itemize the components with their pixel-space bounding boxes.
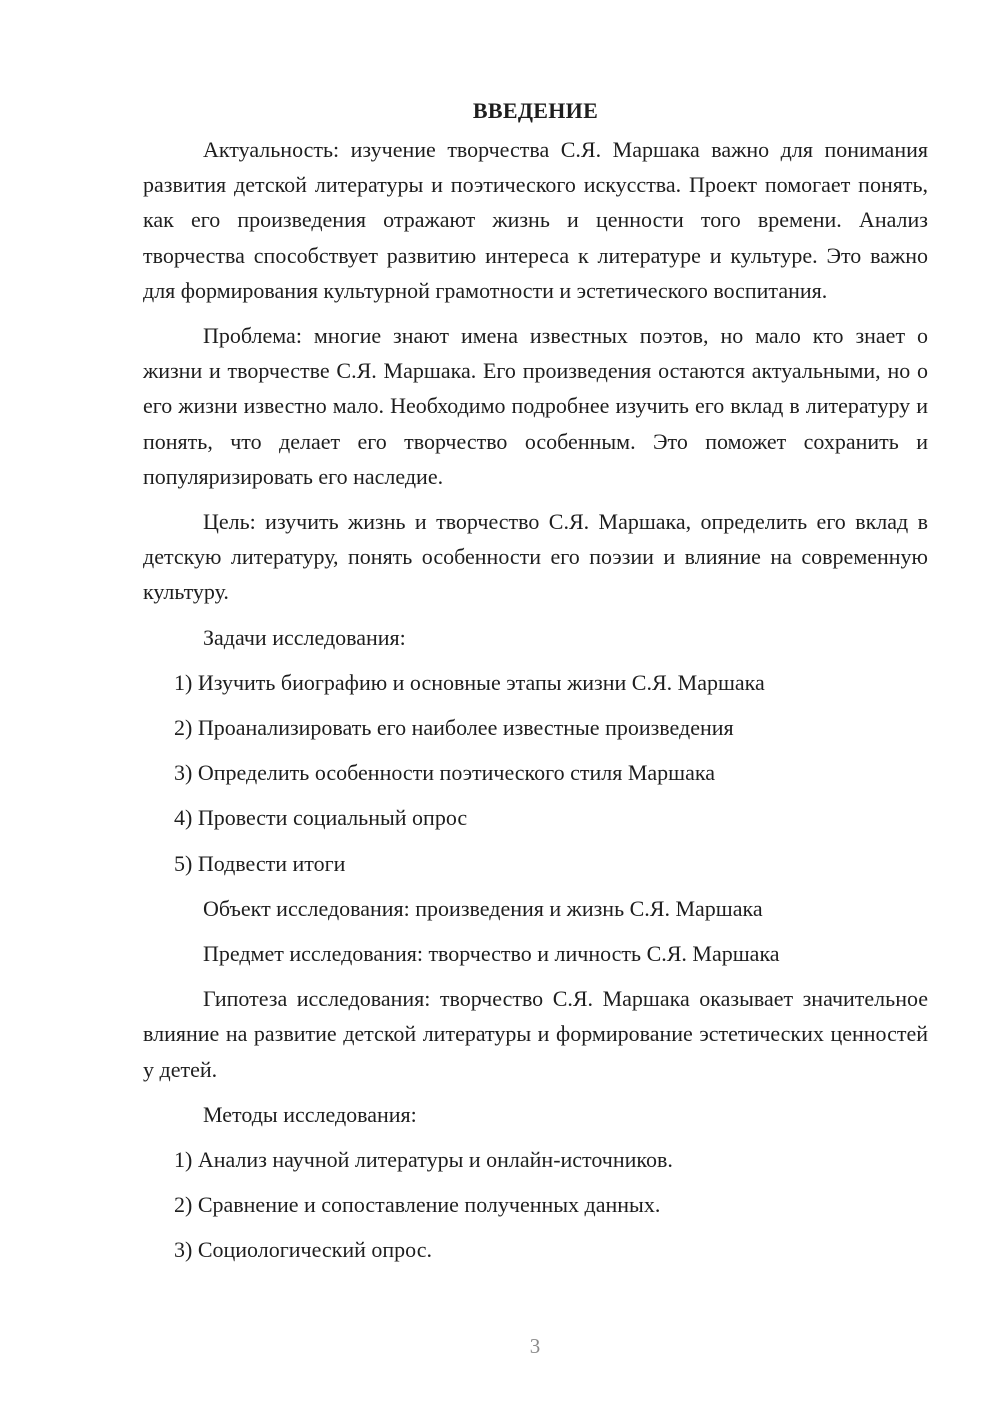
list-item: 3) Определить особенности поэтического стиля Маршака <box>174 760 716 786</box>
document-page <box>143 96 928 1278</box>
page-number: 3 <box>529 1334 541 1358</box>
object-paragraph: Объект исследования: произведения и жизнь С.Я. Маршака <box>203 895 763 921</box>
list-item: 1) Изучить биографию и основные этапы жизни С.Я. Маршака <box>174 669 765 695</box>
list-item: 4) Провести социальный опрос <box>174 805 468 831</box>
list-item: 1) Анализ научной литературы и онлайн-источников. <box>174 1147 673 1173</box>
relevance-paragraph: Актуальность: изучение творчества С.Я. Маршака важно для понимания развития детской литературы и поэтического искусства. Проект помогает понять, как его произведения отражают жизнь и ценности того времени. Анализ творчества способствует развитию интереса к литературе и культуре. Это важно для формирования культурной грамотности и эстетического воспитания. <box>143 137 928 303</box>
tasks-list <box>143 665 928 881</box>
hypothesis-paragraph: Гипотеза исследования: творчество С.Я. Маршака оказывает значительное влияние на развитие детской литературы и формирование эстетических ценностей у детей. <box>143 986 928 1082</box>
methods-heading: Методы исследования: <box>203 1101 417 1127</box>
section-title: ВВЕДЕНИЕ <box>472 98 599 123</box>
problem-paragraph: Проблема: многие знают имена известных поэтов, но мало кто знает о жизни и творчестве С.Я. Маршака. Его произведения остаются актуальными, но о его жизни известно мало. Необходимо подробнее изучить его вклад в литературу и понять, что делает его творчество особенным. Это поможет сохранить и популяризировать его наследие. <box>143 323 928 489</box>
list-item: 2) Проанализировать его наиболее известные произведения <box>174 715 734 741</box>
list-item: 5) Подвести итоги <box>174 850 346 876</box>
tasks-heading: Задачи исследования: <box>203 624 406 650</box>
list-item: 2) Сравнение и сопоставление полученных данных. <box>174 1192 661 1218</box>
subject-paragraph: Предмет исследования: творчество и личность С.Я. Маршака <box>203 941 780 967</box>
methods-list <box>143 1142 928 1268</box>
goal-paragraph: Цель: изучить жизнь и творчество С.Я. Маршака, определить его вклад в детскую литературу, понять особенности его поэзии и влияние на современную культуру. <box>143 509 928 605</box>
list-item: 3) Социологический опрос. <box>174 1237 432 1263</box>
